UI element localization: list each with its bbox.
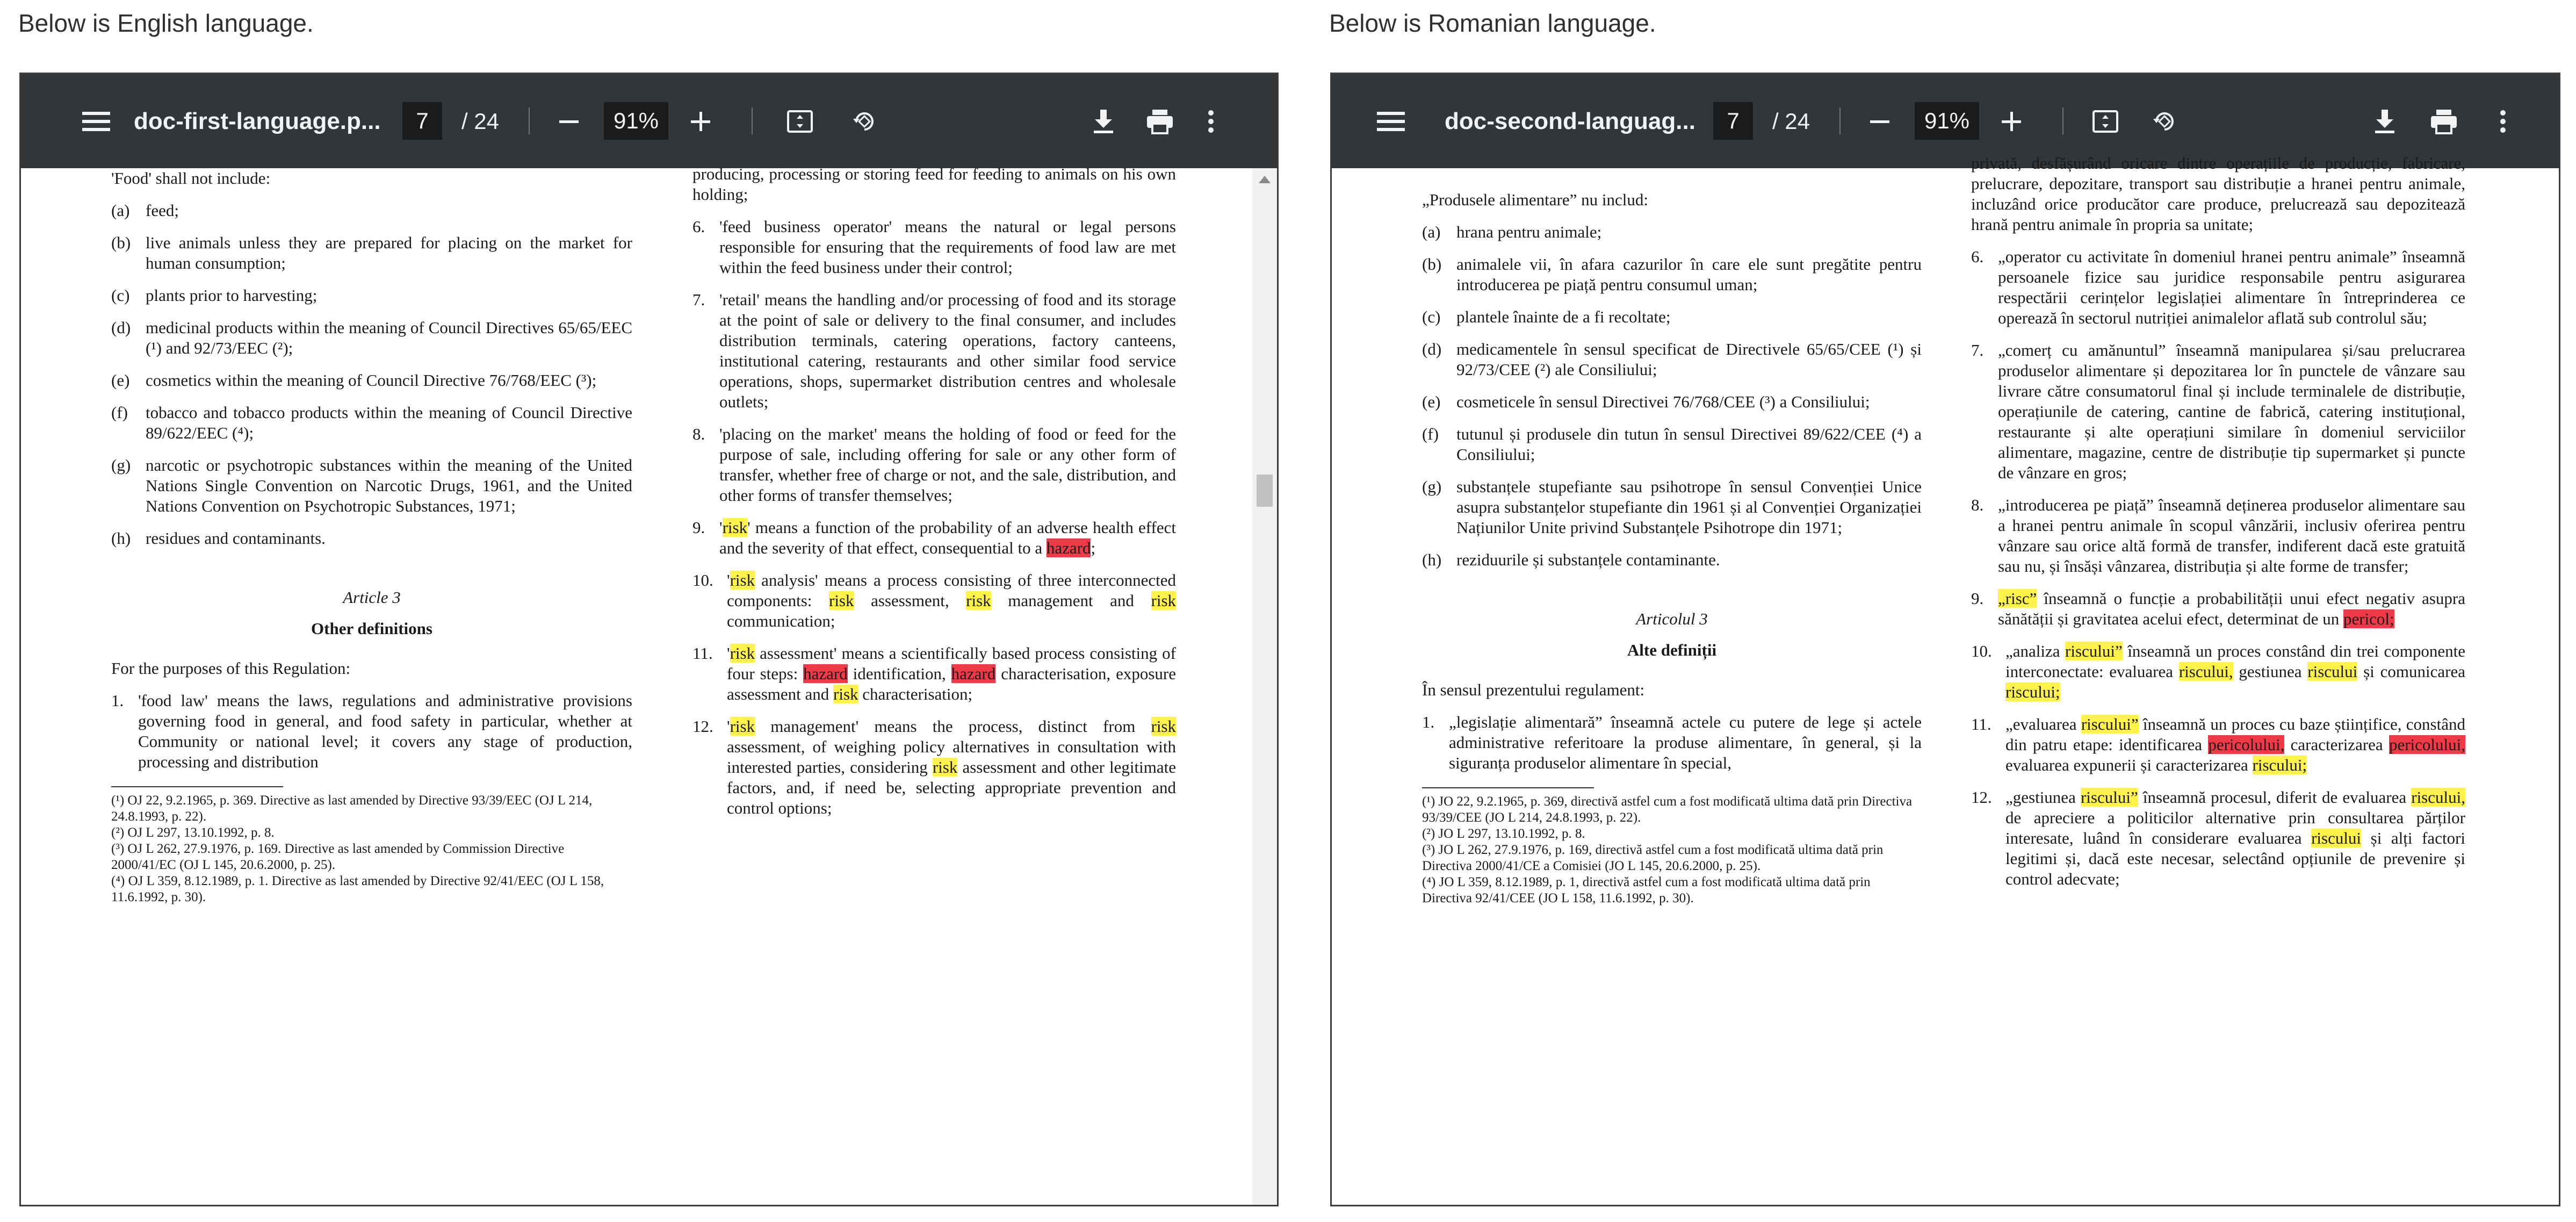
text-segment: înseamnă un proces constând din trei componente interconectate: evaluarea xyxy=(2005,642,2465,681)
list-item-label: 8. xyxy=(692,425,705,443)
text-segment: ' xyxy=(727,717,730,736)
list-item-text xyxy=(1998,588,2465,629)
highlight-yellow: risk xyxy=(722,518,748,537)
highlight-yellow: riscului” xyxy=(2081,715,2139,734)
footnote-divider xyxy=(1422,787,1594,788)
list-item xyxy=(692,716,1176,818)
highlight-yellow: riscului” xyxy=(2080,788,2138,807)
text-segment: și alți factori legitimi și, dacă este necesar, selectând opțiunile de prevenire și control adecvate; xyxy=(2005,829,2466,888)
minus-icon xyxy=(558,111,580,132)
list-item-text: substanțele stupefiante sau psihotrope în sensul Convenției Unice asupra substanțelor stupefiante din 1961 și al Convenției Organizației Națiunilor Unite privind Substanțele Psihotrope din 1971; xyxy=(1456,477,1922,537)
list-item-text: plants prior to harvesting; xyxy=(146,286,318,305)
pdf-page xyxy=(1332,154,2559,1205)
menu-button[interactable] xyxy=(1369,74,1412,168)
list-item-text: feed; xyxy=(146,201,179,220)
list-item xyxy=(111,402,632,443)
list-item xyxy=(1971,247,2465,328)
list-item xyxy=(1422,477,1922,538)
list-item-label: 6. xyxy=(692,217,705,236)
list-item-label: (d) xyxy=(111,318,131,337)
list-item-text: 'retail' means the handling and/or processing of food and its storage at the point of sale or delivery to the final consumer, and includes distribution terminals, catering operations, factory canteens, institutional catering, restaurants and other similar food service operations, shops, supermarket distribution centres and wholesale outlets; xyxy=(719,290,1176,411)
article-number: Articolul 3 xyxy=(1636,609,1708,628)
text-segment: analysis' means a process consisting of three interconnected components: xyxy=(727,571,1176,610)
list-item xyxy=(111,200,632,221)
list-item xyxy=(1971,495,2465,577)
list-item xyxy=(1422,307,1922,327)
download-icon xyxy=(1092,109,1115,134)
paragraph: „Produsele alimentare” nu includ: xyxy=(1422,190,1648,209)
paragraph: For the purposes of this Regulation: xyxy=(111,659,351,678)
list-item-text: „comerț cu amănuntul” înseamnă manipularea și/sau prelucrarea produselor alimentare și depozitarea lor în punctele de vânzare sau livrare către consumatorul final și include terminalele de distribuție, operațiunile de catering, cantine de fabrică, catering instituțional, restaurante și alte operațiuni similare în domeniul serviciilor alimentare, magazine, centre de distribuție tip supermarket și puncte de vânzare en gros; xyxy=(1998,341,2465,482)
toolbar-divider xyxy=(752,107,753,134)
zoom-in-button[interactable] xyxy=(682,74,719,168)
filename: doc-second-languag... xyxy=(1445,107,1695,134)
zoom-level-input[interactable]: 91% xyxy=(604,102,668,140)
text-segment: „gestiunea xyxy=(2005,788,2081,807)
list-item-label: (f) xyxy=(111,403,128,422)
fit-to-page-icon xyxy=(2092,110,2119,133)
list-item-label: 9. xyxy=(1971,589,1984,608)
list-item-label: (c) xyxy=(1422,307,1441,326)
list-item-text: 'placing on the market' means the holding of food or feed for the purpose of sale, including offering for sale or any other form of transfer, whether free of charge or not, and the sale, distribution, and other forms of transfer themselves; xyxy=(719,425,1176,505)
list-item-text: hrana pentru animale; xyxy=(1456,222,1602,241)
highlight-yellow: riscului, xyxy=(2411,788,2465,807)
list-item-label: (e) xyxy=(111,371,130,390)
list-item-label: 10. xyxy=(692,571,713,590)
list-item xyxy=(1422,222,1922,242)
text-segment: communication; xyxy=(727,612,835,630)
list-item-label: 10. xyxy=(1971,642,1992,660)
list-item-text: reziduurile și substanțele contaminante. xyxy=(1456,550,1720,569)
page-number-input[interactable]: 7 xyxy=(402,102,442,140)
pdf-viewer-english xyxy=(19,73,1279,1206)
list-item xyxy=(1971,787,2465,889)
text-segment: assessment, xyxy=(854,591,966,610)
more-vert-icon xyxy=(1207,110,1215,133)
list-item-text xyxy=(2005,714,2465,775)
paragraph: privată, desfășurând oricare dintre operațiile de producție, fabricare, prelucrare, depozitare, transport sau distribuție a hranei pentru animale, incluzând orice producător care produce, prelucrează sau depozitează hrană pentru animale în propria sa unitate; xyxy=(1971,154,2465,234)
paragraph: producing, processing or storing feed for feeding to animals on his own holding; xyxy=(692,164,1176,204)
list-item-text: residues and contaminants. xyxy=(146,529,326,548)
fit-to-page-icon xyxy=(786,110,813,133)
highlight-yellow: risk xyxy=(730,571,755,590)
pdf-page xyxy=(21,164,1252,1205)
list-item xyxy=(1422,712,1922,773)
zoom-out-button[interactable] xyxy=(1861,74,1899,168)
list-item-label: 8. xyxy=(1971,495,1984,514)
text-segment: gestiunea xyxy=(2233,662,2308,681)
list-item-text: medicinal products within the meaning of Council Directives 65/65/EEC (¹) and 92/73/EEC (²); xyxy=(146,318,632,357)
toolbar-divider xyxy=(1839,107,1841,134)
menu-icon xyxy=(1377,111,1405,132)
list-item-text xyxy=(719,517,1176,558)
vertical-scrollbar[interactable] xyxy=(1252,168,1277,1205)
highlight-yellow: risk xyxy=(1151,591,1177,610)
rotate-icon xyxy=(2151,108,2178,135)
list-item-text: plantele înainte de a fi recoltate; xyxy=(1456,307,1671,326)
list-item-label: (d) xyxy=(1422,340,1442,358)
list-item-text: tutunul și produsele din tutun în sensul Directivei 89/622/CEE (⁴) a Consiliului; xyxy=(1456,425,1922,464)
plus-icon xyxy=(690,111,711,132)
toolbar-divider xyxy=(2062,107,2063,134)
list-item xyxy=(1422,550,1922,570)
document-title xyxy=(134,74,392,168)
highlight-red: pericolului, xyxy=(2208,735,2285,754)
list-item-label: (c) xyxy=(111,286,130,305)
footnote: (¹) OJ 22, 9.2.1965, p. 369. Directive as last amended by Directive 93/39/EEC (OJ L 214, 24.8.1993, p. 22). xyxy=(111,793,593,824)
list-item-text: „legislație alimentară” înseamnă actele cu putere de lege și actele administrative referitoare la produse alimentare, în general, și la siguranța produselor alimentare în special, xyxy=(1449,713,1922,772)
rotate-icon xyxy=(851,108,878,135)
menu-button[interactable] xyxy=(75,74,118,168)
list-item xyxy=(692,517,1176,558)
text-segment: management and xyxy=(991,591,1151,610)
highlight-red: pericolului, xyxy=(2389,735,2465,754)
list-item xyxy=(1971,340,2465,483)
highlight-yellow: „risc” xyxy=(1998,589,2037,608)
list-item xyxy=(111,691,632,772)
footnote: (⁴) OJ L 359, 8.12.1989, p. 1. Directive as last amended by Directive 92/41/EEC (OJ L 158, 11.6.1992, p. 30). xyxy=(111,874,604,904)
list-item-text xyxy=(727,570,1176,631)
pdf-toolbar xyxy=(21,74,1277,168)
highlight-yellow: risk xyxy=(1151,717,1176,736)
more-actions-button[interactable] xyxy=(2487,74,2519,168)
list-item xyxy=(111,528,632,549)
toolbar-divider xyxy=(529,107,530,134)
highlight-yellow: riscului xyxy=(2311,829,2362,847)
list-item-label: 12. xyxy=(1971,788,1992,807)
list-item-label: 9. xyxy=(692,518,705,537)
text-segment: de apreciere a politicilor alternative prin consultarea părților interesate, luând în considerare evaluarea xyxy=(2005,808,2465,847)
highlight-yellow: riscului, xyxy=(2178,662,2233,681)
page-total-text: / 24 xyxy=(461,108,500,134)
list-item xyxy=(1971,714,2465,775)
footnote: (²) OJ L 297, 13.10.1992, p. 8. xyxy=(111,825,275,840)
highlight-yellow: risk xyxy=(932,758,958,777)
caption-left: Below is English language. xyxy=(18,9,314,37)
highlight-red: hazard xyxy=(951,664,996,683)
list-item-label: 12. xyxy=(692,717,713,736)
caption-right: Below is Romanian language. xyxy=(1329,9,1656,37)
list-item-label: 1. xyxy=(1422,713,1435,731)
list-item xyxy=(1422,339,1922,380)
list-item xyxy=(692,570,1176,631)
footnote: (³) JO L 262, 27.9.1976, p. 169, directivă astfel cum a fost modificată ultima dată prin Directiva 2000/41/CE a Comisiei (JO L 145, 20.6.2000, p. 25). xyxy=(1422,843,1884,873)
rotate-button[interactable] xyxy=(843,74,886,168)
menu-icon xyxy=(82,111,110,132)
zoom-level-input[interactable]: 91% xyxy=(1915,102,1979,140)
list-item-label: 11. xyxy=(692,644,713,663)
list-item xyxy=(1971,641,2465,702)
list-item-label: (f) xyxy=(1422,425,1439,443)
list-item-text: live animals unless they are prepared for placing on the market for human consumption; xyxy=(146,233,632,272)
page-total-text: / 24 xyxy=(1772,108,1810,134)
fit-to-page-button[interactable] xyxy=(778,74,821,168)
footnote: (²) JO L 297, 13.10.1992, p. 8. xyxy=(1422,826,1585,841)
text-segment: assessment and other legitimate factors, and, if need be, selecting appropriate prevention and control options; xyxy=(727,758,1176,817)
list-item xyxy=(111,370,632,391)
list-item-text xyxy=(727,643,1176,705)
list-item-text: „introducerea pe piață” înseamnă deținerea produselor alimentare sau a hranei pentru animale în scopul vânzării, inclusiv oferirea pentru vânzare sau orice altă formă de transfer, indiferent dacă este gratuită sau nu, și însăși vânzarea, distribuția și alte forme de transfer; xyxy=(1998,495,2465,576)
list-item-text: 'food law' means the laws, regulations and administrative provisions governing food in general, and food safety in particular, whether at Community or national level; it covers any stage of production, processing and distribution xyxy=(138,691,632,771)
list-item-label: (h) xyxy=(111,529,131,548)
highlight-yellow: risk xyxy=(833,685,858,703)
highlight-red: hazard xyxy=(803,664,848,683)
page-column-right xyxy=(692,164,1176,830)
print-icon xyxy=(1146,109,1174,134)
text-segment: identification, xyxy=(847,664,951,683)
highlight-yellow: risk xyxy=(730,644,755,663)
highlight-yellow: risk xyxy=(829,591,854,610)
document-title xyxy=(1445,74,1702,168)
list-item-text: „operator cu activitate în domeniul hranei pentru animale” înseamnă persoanele fizice sau juridice responsabile pentru asigurarea respectării cerințelor legislației alimentare în întreprinderea ce operează în sectorul nutriției animalelor aflată sub controlul său; xyxy=(1998,247,2465,327)
text-segment: ' xyxy=(727,644,730,663)
text-segment: assessment' means a scientifically based process consisting of four steps: xyxy=(727,644,1176,683)
list-item xyxy=(1422,392,1922,412)
article-title: Other definitions xyxy=(311,619,432,638)
list-item xyxy=(111,455,632,516)
print-button[interactable] xyxy=(1141,74,1179,168)
article-number: Article 3 xyxy=(343,588,401,607)
text-segment: ' xyxy=(727,571,730,590)
highlight-yellow: riscului” xyxy=(2065,642,2123,660)
zoom-out-button[interactable] xyxy=(550,74,588,168)
highlight-yellow: riscului xyxy=(2307,662,2358,681)
page-total xyxy=(1762,74,1821,168)
plus-icon xyxy=(2001,111,2022,132)
text-segment: înseamnă procesul, diferit de evaluarea xyxy=(2138,788,2412,807)
spacer xyxy=(111,560,632,587)
highlight-yellow: risk xyxy=(966,591,991,610)
page-total xyxy=(451,74,510,168)
text-segment: characterisation, exposure assessment and xyxy=(727,664,1177,703)
download-icon xyxy=(2373,109,2397,134)
list-item-text: animalele vii, în afara cazurilor în care ele sunt pregătite pentru introducerea pe piață pentru consumul uman; xyxy=(1456,255,1922,294)
list-item-text xyxy=(2005,787,2465,889)
more-actions-button[interactable] xyxy=(1195,74,1227,168)
list-item xyxy=(111,318,632,358)
list-item-label: (g) xyxy=(111,456,131,475)
print-icon xyxy=(2430,109,2458,134)
text-segment: evaluarea expunerii și caracterizarea xyxy=(2005,756,2253,774)
highlight-yellow: riscului; xyxy=(2252,756,2307,774)
list-item xyxy=(111,233,632,274)
list-item xyxy=(1422,254,1922,295)
list-item-text: tobacco and tobacco products within the meaning of Council Directive 89/622/EEC (⁴); xyxy=(146,403,632,442)
download-button[interactable] xyxy=(1085,74,1122,168)
list-item-label: 11. xyxy=(1971,715,1991,734)
list-item-label: (h) xyxy=(1422,550,1442,569)
list-item-text: 'feed business operator' means the natural or legal persons responsible for ensuring that the requirements of food law are met within the feed business under their control; xyxy=(719,217,1176,277)
list-item-label: 7. xyxy=(1971,341,1984,360)
list-item-text: medicamentele în sensul specificat de Directivele 65/65/CEE (¹) și 92/73/CEE (²) ale Consiliului; xyxy=(1456,340,1922,379)
highlight-yellow: riscului; xyxy=(2005,682,2060,701)
page-column-left xyxy=(1422,190,1922,907)
list-item xyxy=(692,217,1176,278)
list-item-text: narcotic or psychotropic substances within the meaning of the United Nations Single Convention on Narcotic Drugs, 1961, and the United Nations Convention on Psychotropic Substances, 1971; xyxy=(146,456,632,515)
list-item-label: 7. xyxy=(692,290,705,309)
list-item xyxy=(1971,588,2465,629)
list-item-label: (a) xyxy=(111,201,130,220)
footnote: (⁴) JO L 359, 8.12.1989, p. 1, directivă astfel cum a fost modificată ultima dată prin Directiva 92/41/CEE (JO L 158, 11.6.1992, p. 30). xyxy=(1422,875,1871,905)
pdf-viewer-romanian xyxy=(1330,73,2560,1206)
list-item xyxy=(692,424,1176,506)
text-segment: înseamnă un proces cu baze științifice, constând din patru etape: identificarea xyxy=(2005,715,2465,754)
highlight-yellow: risk xyxy=(730,717,755,736)
list-item-label: (b) xyxy=(111,233,131,252)
list-item xyxy=(692,643,1176,705)
text-segment: management' means the process, distinct from xyxy=(755,717,1151,736)
filename: doc-first-language.p... xyxy=(134,107,381,134)
article-title: Alte definiții xyxy=(1627,641,1717,659)
text-segment: și comunicarea xyxy=(2357,662,2465,681)
more-vert-icon xyxy=(2499,110,2507,133)
list-item-text: cosmeticele în sensul Directivei 76/768/CEE (³) a Consiliului; xyxy=(1456,392,1870,411)
list-item xyxy=(1422,424,1922,465)
highlight-red: hazard xyxy=(1046,538,1091,557)
text-segment: assessment, of weighing policy alternatives in consultation with interested parties, considering xyxy=(727,737,1176,777)
list-item-label: (b) xyxy=(1422,255,1442,274)
text-segment: characterisation; xyxy=(858,685,973,703)
minus-icon xyxy=(1869,111,1890,132)
text-segment: „evaluarea xyxy=(2005,715,2081,734)
text-segment: ' xyxy=(719,518,723,537)
highlight-red: pericol; xyxy=(2343,609,2394,628)
page-column-right xyxy=(1971,153,2465,901)
list-item-label: (g) xyxy=(1422,477,1442,496)
list-item-label: 1. xyxy=(111,691,124,710)
list-item xyxy=(111,285,632,306)
list-item-label: (e) xyxy=(1422,392,1441,411)
text-segment: ; xyxy=(1091,538,1096,557)
spacer xyxy=(1422,582,1922,609)
footnote: (³) OJ L 262, 27.9.1976, p. 169. Directive as last amended by Commission Directive 2000/41/EC (OJ L 145, 20.6.2000, p. 25). xyxy=(111,842,565,872)
list-item-text xyxy=(2005,641,2465,702)
footnote-divider xyxy=(111,786,283,787)
list-item-text xyxy=(727,716,1176,818)
page-column-left xyxy=(111,168,632,905)
text-segment: „analiza xyxy=(2005,642,2066,660)
paragraph: În sensul prezentului regulament: xyxy=(1422,680,1645,699)
list-item xyxy=(692,290,1176,412)
list-item-text: cosmetics within the meaning of Council Directive 76/768/EEC (³); xyxy=(146,371,597,390)
text-segment: ' means a function of the probability of an adverse health effect and the severity of that effect, consequential to a xyxy=(719,518,1176,557)
text-segment: caracterizarea xyxy=(2284,735,2389,754)
text-segment: înseamnă o funcție a probabilității unui efect negativ asupra sănătății și gravitatea acelui efect, determinat de un xyxy=(1998,589,2465,628)
scrollbar-thumb[interactable] xyxy=(1257,475,1273,507)
page-number-input[interactable]: 7 xyxy=(1713,102,1753,140)
scroll-up-arrow[interactable] xyxy=(1259,176,1271,183)
paragraph: 'Food' shall not include: xyxy=(111,169,271,188)
list-item-label: 6. xyxy=(1971,247,1984,266)
list-item-label: (a) xyxy=(1422,222,1441,241)
footnote: (¹) JO 22, 9.2.1965, p. 369, directivă astfel cum a fost modificată ultima dată prin Directiva 93/39/CEE (JO L 214, 24.8.1993, p. 22). xyxy=(1422,794,1913,825)
